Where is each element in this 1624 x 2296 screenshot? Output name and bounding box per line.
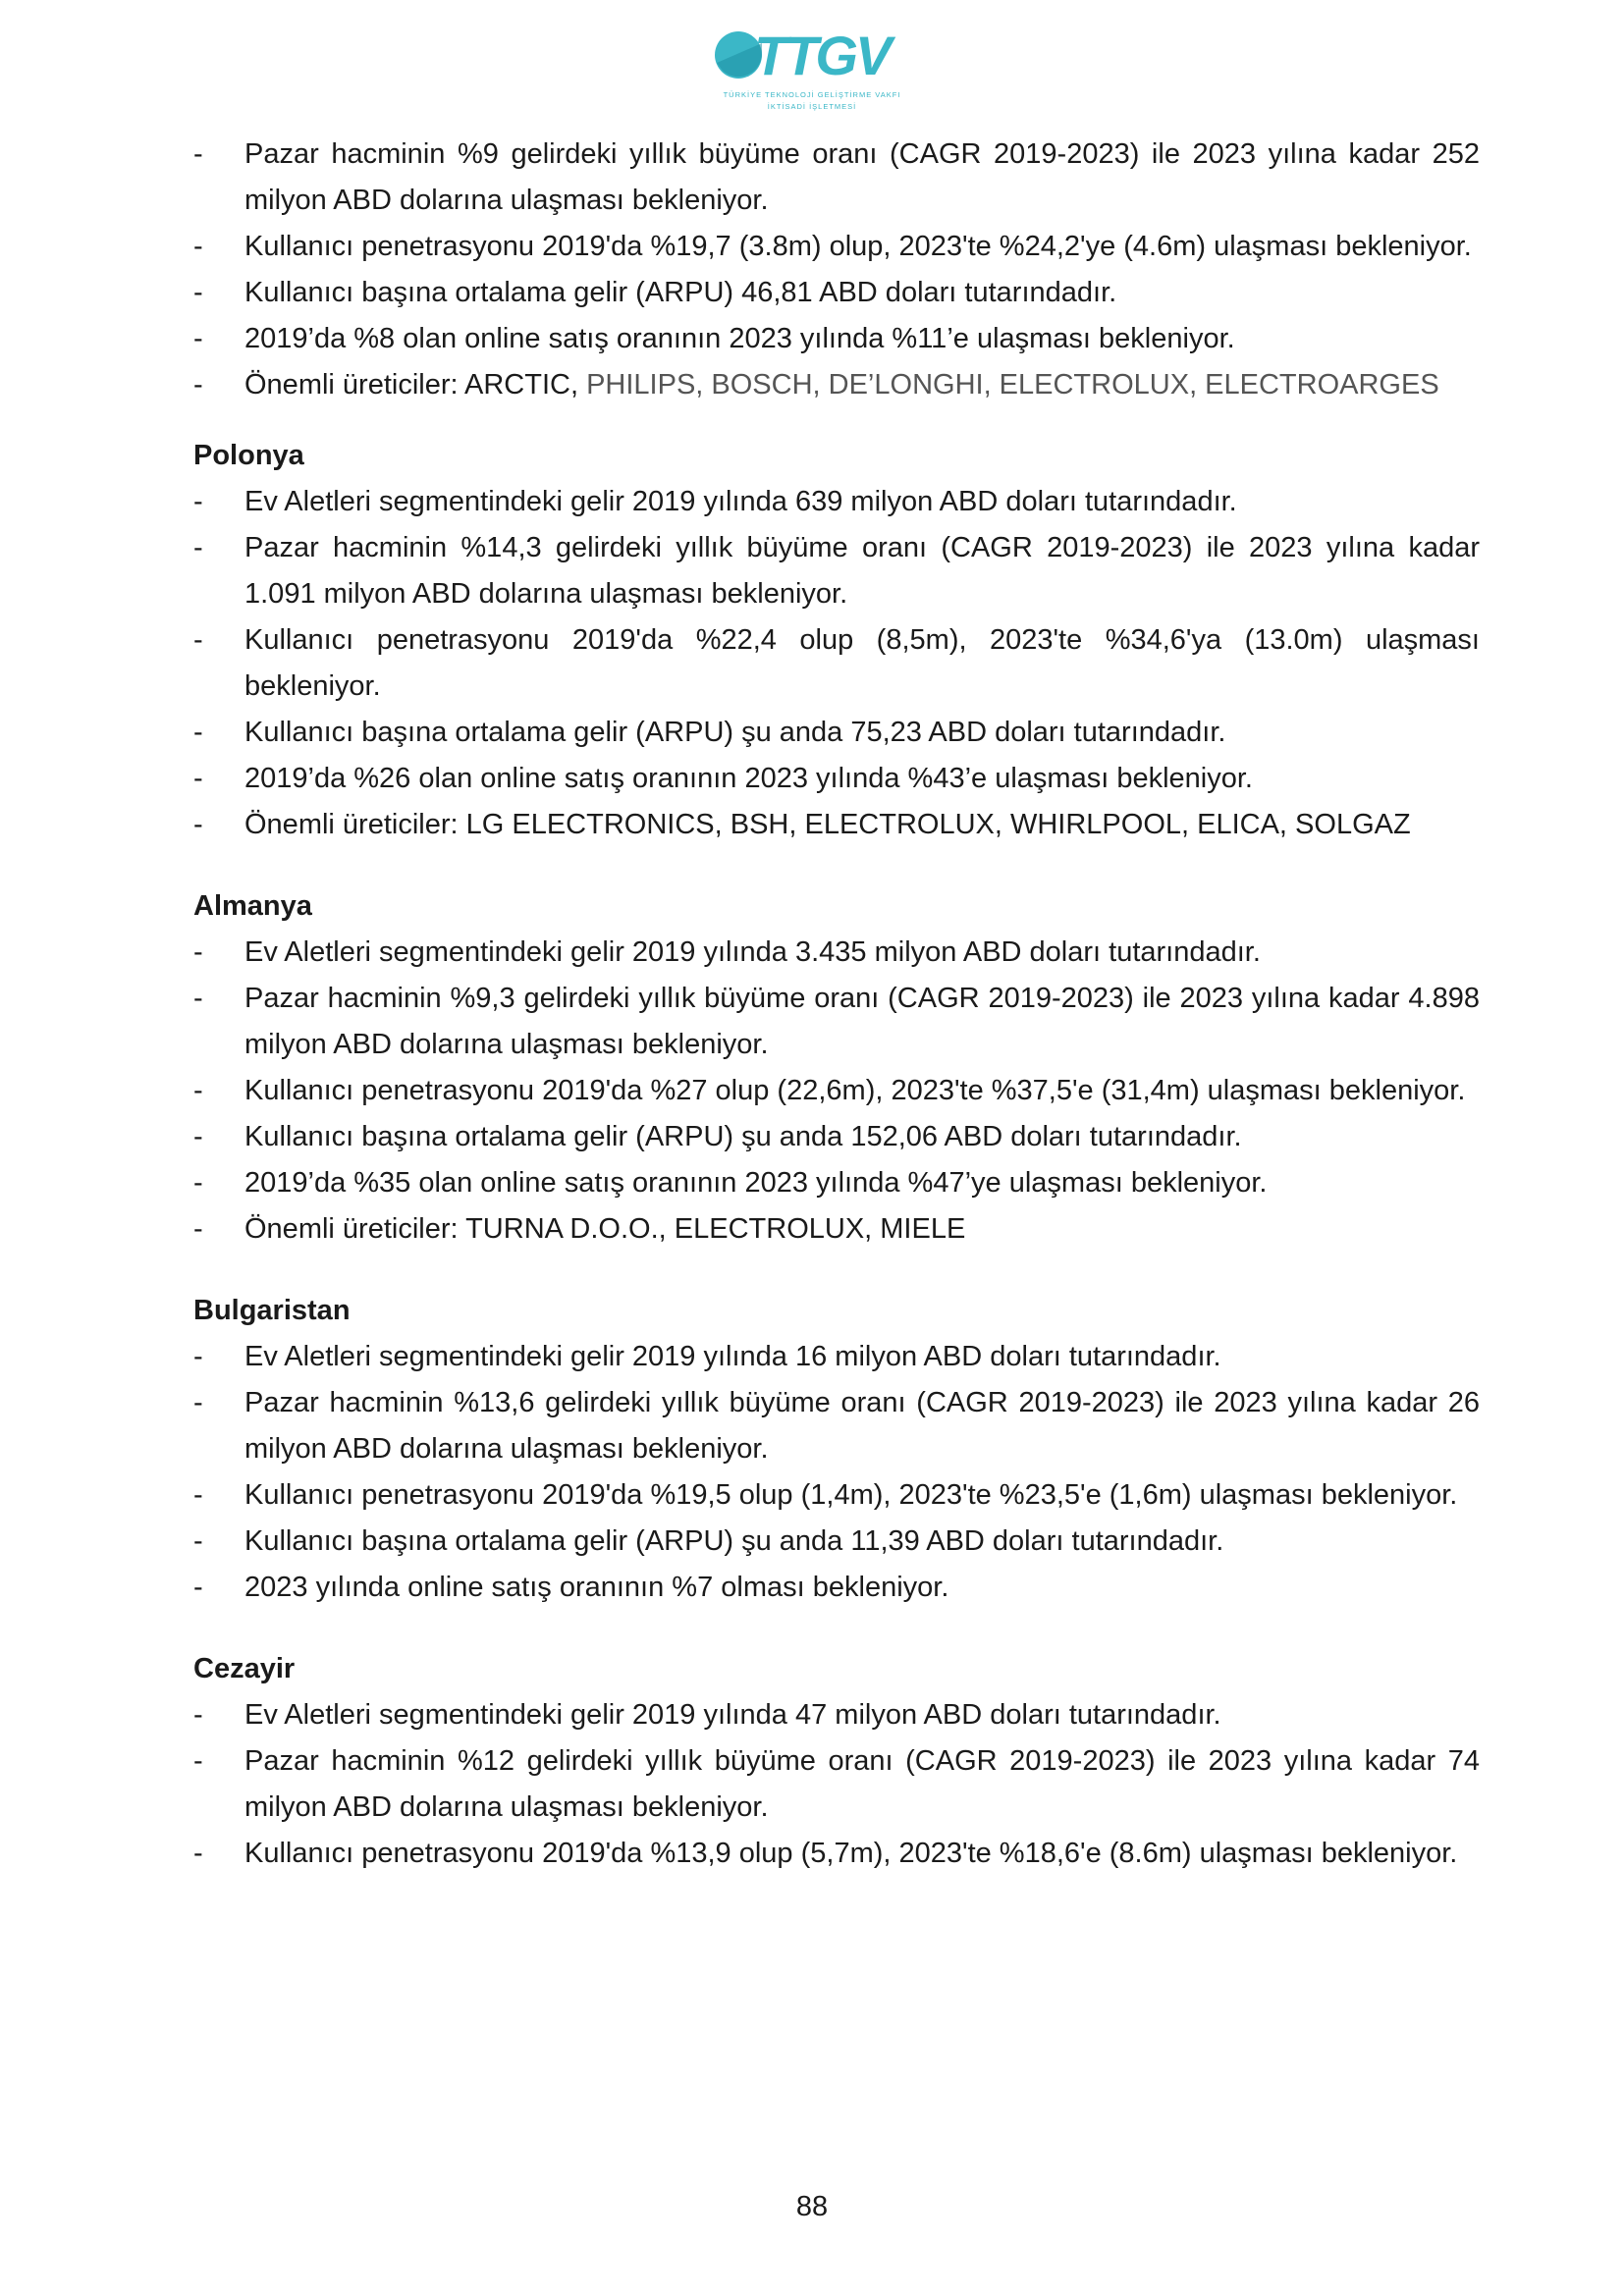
- list-item: - 2019’da %8 olan online satış oranının 2023 yılında %11’e ulaşması bekleniyor.: [193, 323, 1235, 354]
- list-item: - Pazar hacminin %9 gelirdeki yıllık büyüme oranı (CAGR 2019-2023) ile 2023 yılına kadar 252 milyon ABD dolarına ulaşması bekleniyor.: [193, 138, 1480, 216]
- section-bullet-list: [193, 479, 1480, 848]
- section-title-bulgaristan: Bulgaristan: [193, 1295, 351, 1326]
- logo-tagline: TÜRKİYE TEKNOLOJİ GELİŞTİRME VAKFI: [723, 90, 901, 99]
- section-bullet-list: [193, 1692, 1480, 1877]
- list-item: - Önemli üreticiler: TURNA D.O.O., ELECTROLUX, MIELE: [193, 1213, 966, 1245]
- section-bullet-list: [193, 930, 1480, 1253]
- list-item: - Pazar hacminin %14,3 gelirdeki yıllık büyüme oranı (CAGR 2019-2023) ile 2023 yılına kadar 1.091 milyon ABD dolarına ulaşması bekleniyor.: [193, 532, 1480, 610]
- list-item: - Ev Aletleri segmentindeki gelir 2019 yılında 16 milyon ABD doları tutarındadır.: [193, 1341, 1221, 1372]
- list-item: - Kullanıcı penetrasyonu 2019'da %13,9 olup (5,7m), 2023'te %18,6'e (8.6m) ulaşması bekleniyor.: [193, 1838, 1458, 1869]
- list-item: - Pazar hacminin %13,6 gelirdeki yıllık büyüme oranı (CAGR 2019-2023) ile 2023 yılına kadar 26 milyon ABD dolarına ulaşması bekleniyor.: [193, 1387, 1480, 1465]
- list-item: - Pazar hacminin %12 gelirdeki yıllık büyüme oranı (CAGR 2019-2023) ile 2023 yılına kadar 74 milyon ABD dolarına ulaşması bekleniyor.: [193, 1745, 1480, 1823]
- list-item: - Kullanıcı başına ortalama gelir (ARPU) 46,81 ABD doları tutarındadır.: [193, 277, 1117, 308]
- list-item: - Kullanıcı penetrasyonu 2019'da %27 olup (22,6m), 2023'te %37,5'e (31,4m) ulaşması bekleniyor.: [193, 1075, 1466, 1106]
- list-item: - Kullanıcı penetrasyonu 2019'da %22,4 olup (8,5m), 2023'te %34,6'ya (13.0m) ulaşması bekleniyor.: [193, 624, 1480, 702]
- list-item: - 2023 yılında online satış oranının %7 olması bekleniyor.: [193, 1572, 949, 1603]
- list-item: - Ev Aletleri segmentindeki gelir 2019 yılında 639 milyon ABD doları tutarındadır.: [193, 486, 1237, 517]
- ttgv-logo: [709, 14, 915, 122]
- logo-wordmark: TTGV: [754, 25, 890, 86]
- list-item: - Pazar hacminin %9,3 gelirdeki yıllık büyüme oranı (CAGR 2019-2023) ile 2023 yılına kadar 4.898 milyon ABD dolarına ulaşması bekleniyor.: [193, 983, 1480, 1060]
- list-item: - Kullanıcı başına ortalama gelir (ARPU) şu anda 11,39 ABD doları tutarındadır.: [193, 1525, 1224, 1557]
- page-header: [0, 14, 1624, 122]
- document-body: [193, 132, 1480, 1877]
- logo-tagline-sub: İKTİSADİ İŞLETMESİ: [767, 102, 857, 111]
- list-item: - Kullanıcı penetrasyonu 2019'da %19,7 (3.8m) olup, 2023'te %24,2'ye (4.6m) ulaşması bekleniyor.: [193, 231, 1472, 262]
- list-item: - Ev Aletleri segmentindeki gelir 2019 yılında 47 milyon ABD doları tutarındadır.: [193, 1699, 1221, 1731]
- list-item: - 2019’da %35 olan online satış oranının 2023 yılında %47’ye ulaşması bekleniyor.: [193, 1167, 1268, 1199]
- section-bullet-list: [193, 1334, 1480, 1611]
- section-title-polonya: Polonya: [193, 440, 304, 471]
- list-item: - Kullanıcı başına ortalama gelir (ARPU) şu anda 75,23 ABD doları tutarındadır.: [193, 717, 1226, 748]
- section-title-cezayir: Cezayir: [193, 1653, 296, 1684]
- list-item: - Ev Aletleri segmentindeki gelir 2019 yılında 3.435 milyon ABD doları tutarındadır.: [193, 936, 1261, 968]
- list-item: - Kullanıcı başına ortalama gelir (ARPU) şu anda 152,06 ABD doları tutarındadır.: [193, 1121, 1242, 1152]
- page-number: 88: [795, 2191, 829, 2222]
- list-item: - 2019’da %26 olan online satış oranının 2023 yılında %43’e ulaşması bekleniyor.: [193, 763, 1253, 794]
- list-item: - Kullanıcı penetrasyonu 2019'da %19,5 olup (1,4m), 2023'te %23,5'e (1,6m) ulaşması bekleniyor.: [193, 1479, 1458, 1511]
- intro-bullet-list: [193, 132, 1480, 408]
- list-item: - Önemli üreticiler: LG ELECTRONICS, BSH, ELECTROLUX, WHIRLPOOL, ELICA, SOLGAZ: [193, 809, 1411, 840]
- list-item-manufacturers: - Önemli üreticiler: ARCTIC, PHILIPS, BOSCH, DE’LONGHI, ELECTROLUX, ELECTROARGES: [193, 369, 1439, 400]
- ttgv-logo-mark: [709, 14, 915, 88]
- section-title-almanya: Almanya: [193, 890, 312, 922]
